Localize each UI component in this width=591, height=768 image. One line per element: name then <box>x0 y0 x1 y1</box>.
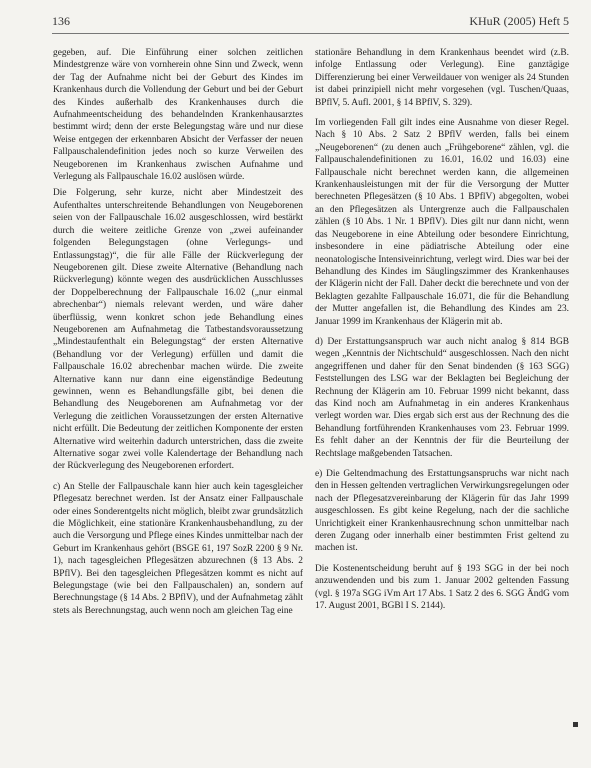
paragraph: c) An Stelle der Fallpauschale kann hier auch kein tagesgleicher Pflegesatz berechnet werden. Ist der Ansatz einer Fallpauschale oder eines Sonderentgelts nicht möglich, bleibt zwar grundsätzlich die Möglichkeit, eine stationäre Krankenhausbehandlung, zu der auch die Versorgung und Pflege eines Kindes unmittelbar nach der Geburt im Krankenhaus gehört (BSGE 61, 197 SozR 2200 § 9 Nr. 1), nach tagesgleichen Pflegesätzen abzurechnen (§ 13 Abs. 2 BPflV). Bei den tagesgleichen Pflegesätzen kommt es nicht auf Belegungstage (wie bei den Fallpauschalen) an, sondern auf Berechnungstage (§ 14 Abs. 2 BPflV), und der Aufnahmetag zählt stets als Berechnungstag, auch wenn noch am gleichen Tag eine <box>53 481 303 616</box>
journal-reference: KHuR (2005) Heft 5 <box>469 14 569 28</box>
right-column <box>315 47 569 616</box>
paragraph: gegeben, auf. Die Einführung einer solchen zeitlichen Mindestgrenze wäre von vornherein ohne Sinn und Zweck, wenn der Tag der Aufnahme nicht bei der Geburt des Kindes im Krankenhaus durch die Vollendung der Geburt und bei der Geburt des Kindes außerhalb des Krankenhauses durch die Aufnahmeentscheidung des behandelnden Krankenhausarztes bestimmt wird; denn der erste Belegungstag wäre und nur diese Weise entgegen der erkennbaren Absicht der Verfasser der neuen Fallpauschalendefinition jedes noch so kurze Verweilen des Neugeborenen im Krankenhaus zwischen Aufnahme und Verlegung als Fallpauschale 16.02 auslösen würde. <box>53 48 303 183</box>
left-column <box>53 47 303 621</box>
page-header <box>52 14 569 32</box>
paragraph: e) Die Geltendmachung des Erstattungsanspruchs war nicht nach den in Hessen geltenden vertraglichen Verwirkungsregelungen oder nach der Pflegesatzvereinbarung der Klägerin für das Jahr 1999 ausgeschlossen. Es gibt keine Regelung, nach der die sachliche Unrichtigkeit einer Krankenhausrechnung schon unmittelbar nach deren Zugang oder innerhalb einer bestimmten Frist geltend zu machen ist. <box>315 469 569 554</box>
paragraph: Die Kostenentscheidung beruht auf § 193 SGG in der bei noch anzuwendenden und bis zum 1. Januar 2002 geltenden Fassung (vgl. § 197a SGG iVm Art 17 Abs. 1 Satz 2 des 6. SGG ÄndG vom 17. August 2001, BGBl I S. 2144). <box>315 563 569 612</box>
paragraph: d) Der Erstattungsanspruch war auch nicht analog § 814 BGB wegen „Kenntnis der Nichtschuld“ ausgeschlossen. Nach den nicht angegriffenen und daher für den Senat bindenden (§ 163 SGG) Feststellungen des LSG war der Beklagten bei Begleichung der Rechnung der Klägerin am 10. Februar 1999 nicht bekannt, dass das Kind noch am Aufnahmetag in ein anderes Krankenhaus verlegt worden war. Dies ergab sich erst aus der Rechnung des die Behandlung fortführenden Krankenhauses vom 23. Februar 1999. Es fehlt daher an der Kenntnis der für die Beurteilung der Rechtslage maßgebenden Tatsachen. <box>315 336 569 459</box>
paragraph: stationäre Behandlung in dem Krankenhaus beendet wird (z.B. infolge Entlassung oder Verlegung). Eine ganztägige Differenzierung bei einer Verweildauer von weniger als 24 Stunden ist dabei prinzipiell nicht mehr vorgesehen (vgl. Tuschen/Quaas, BPflV, 5. Aufl. 2001, § 14 BPflV, S. 329). <box>315 48 569 108</box>
end-mark <box>573 722 578 727</box>
paragraph: Im vorliegenden Fall gilt indes eine Ausnahme von dieser Regel. Nach § 10 Abs. 2 Satz 2 BPflV werden, falls bei einem „Neugeborenen“ (zu denen auch „Frühgeborene“ zählen, vgl. die Fallpauschalendefinitionen zu 16.01, 16.02 und 16.03) eine Fallpauschale nicht berechnet werden kann, die allgemeinen Krankenhausleistungen mit der für die Versorgung der Mutter berechneten Pflegesätzen (§ 10 Abs. 1 BPflV) abgegolten, wobei an den Pflegesätzen als Untergrenze auch die Fallpauschalen zählen (§ 10 Abs. 1 Nr. 1 BPflV). Dies gilt nur dann nicht, wenn das Neugeborene in eine Abteilung oder besondere Einrichtung, insbesondere in eine pädiatrische Abteilung oder eine neonatologische Intensiveinrichtung, verlegt wird. Dies war bei der Behandlung des Kindes im Säuglingszimmer des Krankenhauses der Klägerin nicht der Fall. Daher deckt die berechnete und von der Beklagten gezahlte Fallpauschale 16.071, die für die Behandlung der Mutter angefallen ist, die Behandlung des Kindes am 23. Januar 1999 im Krankenhaus der Klägerin mit ab. <box>315 118 569 327</box>
header-rule <box>52 33 569 34</box>
paragraph: Die Folgerung, sehr kurze, nicht aber Mindestzeit des Aufenthaltes unterschreitende Behandlungen von Neugeborenen seien von der Fallpauschale 16.02 ausgeschlossen, wird bestärkt durch die weitere zeitliche Grenze von „zwei aufeinander folgenden Belegungstagen (ohne Verlegungs- und Entlassungstag)“, die für alle Fälle der Rückverlegung der Neugeborenen gilt. Diese zweite Alternative (Behandlung nach Rückverlegung) könnte wegen des ausdrücklichen Ausschlusses der Doppelberechnung der Fallpauschale 16.02 („nur einmal abrechenbar“) niemals relevant werden, und wäre daher überflüssig, wenn konkret schon jede Behandlung eines Neugeborenen am Aufnahmetag die Tatbestandsvoraussetzung „Mindestaufenthalt ein Belegungstag“ der ersten Alternative (Behandlung vor der Verlegung) erfüllen und damit die Fallpauschale 16.02 abrechenbar machen würde. Die zweite Alternative kann nur dann eine eigenständige Bedeutung gewinnen, wenn es Behandlungsfälle gibt, bei denen die Behandlung des Neugeborenen am Aufnahmetag vor der Verlegung die zeitlichen Voraussetzungen der ersten Alternative nicht erfüllt. Die Bedeutung der zeitlichen Komponente der ersten Alternative wird weiterhin dadurch unterstrichen, dass die zweite Alternative sogar zwei volle Kalendertage der Behandlung nach der Rückverlegung des Neugeborenen erfordert. <box>53 188 303 472</box>
page-number: 136 <box>52 14 70 28</box>
